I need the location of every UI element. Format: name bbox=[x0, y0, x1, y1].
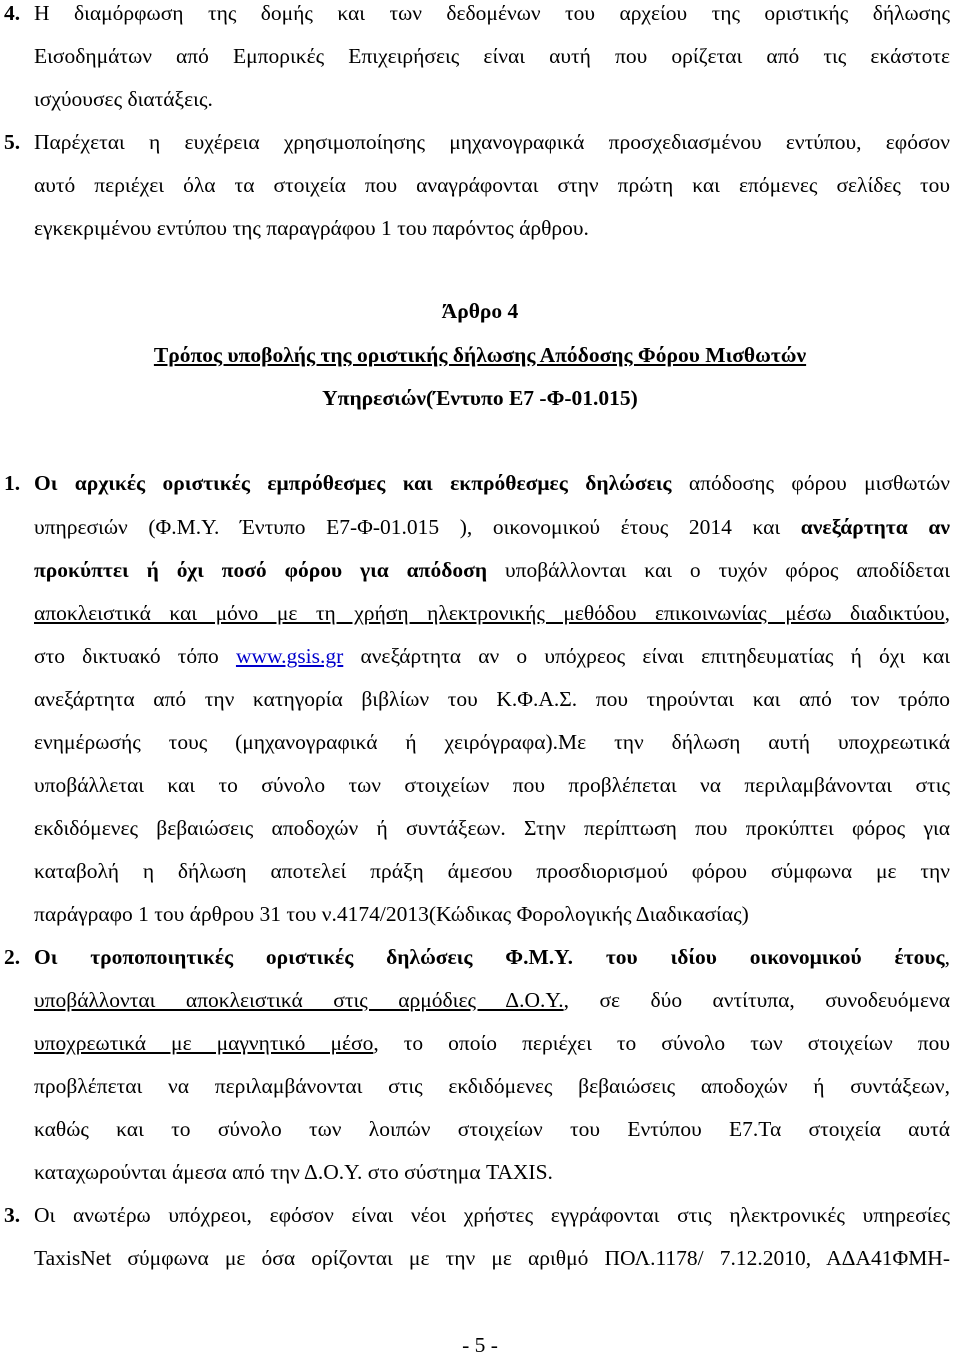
para3-number: 3. bbox=[4, 1203, 21, 1227]
para3-text-1: Οι ανωτέρω υπόχρεοι, εφόσον είναι νέοι χρήστες εγγράφονται στις ηλεκτρονικές υπηρεσίες bbox=[34, 1203, 950, 1227]
para1-text-4: , bbox=[944, 601, 950, 625]
para1-text-8: υποβάλλεται και το σύνολο των στοιχείων που προβλέπεται να περιλαμβάνονται στις bbox=[34, 773, 950, 797]
article-subtitle-line-2: Υπηρεσιών(Έντυπο Ε7 -Φ-01.015) bbox=[322, 386, 638, 410]
para1-line-4 bbox=[34, 592, 950, 635]
para2-underlined-phrase-2: υποχρεωτικά με μαγνητικό μέσο bbox=[34, 1031, 374, 1055]
para2-line-3 bbox=[34, 1022, 950, 1065]
para3-text-2: TaxisNet σύμφωνα με όσα ορίζονται με την με αριθμό ΠΟΛ.1178/ 7.12.2010, ΑΔΑ41ΦΜΗ- bbox=[34, 1246, 950, 1270]
para1-line-2 bbox=[34, 506, 950, 549]
para1-number: 1. bbox=[4, 471, 21, 495]
para2-line-4 bbox=[34, 1065, 950, 1108]
para1-line-9 bbox=[34, 807, 950, 850]
item5-text-1: Παρέχεται η ευχέρεια χρησιμοποίησης μηχανογραφικά προσχεδιασμένου εντύπου, εφόσον bbox=[34, 130, 950, 154]
para2-text-5: καθώς και το σύνολο των λοιπών στοιχείων του Εντύπου Ε7.Τα στοιχεία αυτά bbox=[34, 1117, 950, 1141]
para2-text-1: , bbox=[944, 945, 950, 969]
item4-text-3: ισχύουσες διατάξεις. bbox=[34, 87, 213, 111]
para1-text-5a: στο δικτυακό τόπο bbox=[34, 644, 236, 668]
item5-line-3 bbox=[34, 207, 950, 250]
para1-text-9: εκδιδόμενες βεβαιώσεις αποδοχών ή συντάξεων. Στην περίπτωση που προκύπτει φόρος για bbox=[34, 816, 950, 840]
para1-bold-phrase-1: Οι αρχικές οριστικές εμπρόθεσμες και εκπρόθεσμες δηλώσεις bbox=[34, 471, 672, 495]
item4-line-2 bbox=[34, 35, 950, 78]
item4-line-1 bbox=[4, 0, 950, 35]
item4-number: 4. bbox=[4, 1, 21, 25]
para1-text-7: ενημέρωσής τους (μηχανογραφικά ή χειρόγραφα).Με την δήλωση αυτή υποχρεωτικά bbox=[34, 730, 950, 754]
para1-line-10 bbox=[34, 850, 950, 893]
para2-line-2 bbox=[34, 979, 950, 1022]
item4-text-2: Εισοδημάτων από Εμπορικές Επιχειρήσεις είναι αυτή που ορίζεται από τις εκάστοτε bbox=[34, 44, 950, 68]
item5-line-1 bbox=[4, 121, 950, 164]
para1-line-1 bbox=[4, 462, 950, 505]
item4-line-3 bbox=[34, 78, 950, 121]
article-heading: Άρθρο 4 bbox=[441, 299, 519, 323]
para1-line-6 bbox=[34, 678, 950, 721]
para1-text-2: υπηρεσιών (Φ.Μ.Υ. Έντυπο Ε7-Φ-01.015 ), οικονομικού έτους 2014 και bbox=[34, 515, 801, 539]
para1-line-8 bbox=[34, 764, 950, 807]
para2-text-4: προβλέπεται να περιλαμβάνονται στις εκδιδόμενες βεβαιώσεις αποδοχών ή συντάξεων, bbox=[34, 1074, 950, 1098]
para1-text-10: καταβολή η δήλωση αποτελεί πράξη άμεσου προσδιορισμού φόρου σύμφωνα με την bbox=[34, 859, 950, 883]
para2-line-1 bbox=[4, 936, 950, 979]
para1-underlined-phrase: αποκλειστικά και μόνο με τη χρήση ηλεκτρονικής μεθόδου επικοινωνίας μέσω διαδικτύου bbox=[34, 601, 945, 625]
para1-text-1: απόδοσης φόρου μισθωτών bbox=[671, 471, 950, 495]
para2-text-2: , σε δύο αντίτυπα, συνοδευόμενα bbox=[563, 988, 950, 1012]
para1-text-11: παράγραφο 1 του άρθρου 31 του ν.4174/2013(Κώδικας Φορολογικής Διαδικασίας) bbox=[34, 902, 749, 926]
para2-line-6 bbox=[34, 1151, 950, 1194]
para1-line-7 bbox=[34, 721, 950, 764]
para2-bold-phrase: Οι τροποποιητικές οριστικές δηλώσεις Φ.Μ.Υ. του ιδίου οικονομικού έτους bbox=[34, 945, 945, 969]
item5-number: 5. bbox=[4, 130, 21, 154]
article-subtitle-line-1: Τρόπος υποβολής της οριστικής δήλωσης Απόδοσης Φόρου Μισθωτών bbox=[153, 343, 807, 367]
para1-text-6: ανεξάρτητα από την κατηγορία βιβλίων του Κ.Φ.Α.Σ. που τηρούνται και από τον τρόπο bbox=[34, 687, 950, 711]
page-number: - 5 - bbox=[462, 1333, 498, 1357]
item5-text-2: αυτό περιέχει όλα τα στοιχεία που αναγράφονται στην πρώτη και επόμενες σελίδες του bbox=[34, 173, 950, 197]
para1-text-5b: ανεξάρτητα αν ο υπόχρεος είναι επιτηδευματίας ή όχι και bbox=[343, 644, 951, 668]
para1-bold-phrase-2: ανεξάρτητα αν bbox=[800, 515, 950, 539]
para2-line-5 bbox=[34, 1108, 950, 1151]
para2-underlined-phrase-1: υποβάλλονται αποκλειστικά στις αρμόδιες Δ.Ο.Υ. bbox=[34, 988, 564, 1012]
para1-line-5 bbox=[34, 635, 950, 678]
item5-text-3: εγκεκριμένου εντύπου της παραγράφου 1 του παρόντος άρθρου. bbox=[34, 216, 589, 240]
para2-number: 2. bbox=[4, 945, 21, 969]
para2-text-6: καταχωρούνται άμεσα από την Δ.Ο.Υ. στο σύστημα TAXIS. bbox=[34, 1160, 553, 1184]
para1-line-11 bbox=[34, 893, 950, 936]
para1-line-3 bbox=[34, 549, 950, 592]
item4-text-1: Η διαμόρφωση της δομής και των δεδομένων του αρχείου της οριστικής δήλωσης bbox=[34, 1, 950, 25]
para3-line-2 bbox=[34, 1237, 950, 1280]
gsis-link[interactable]: www.gsis.gr bbox=[235, 644, 344, 668]
para1-bold-phrase-3: προκύπτει ή όχι ποσό φόρου για απόδοση bbox=[34, 558, 488, 582]
para3-line-1 bbox=[4, 1194, 950, 1237]
item5-line-2 bbox=[34, 164, 950, 207]
para2-text-3: , το οποίο περιέχει το σύνολο των στοιχείων που bbox=[373, 1031, 951, 1055]
para1-text-3: υποβάλλονται και ο τυχόν φόρος αποδίδεται bbox=[487, 558, 950, 582]
